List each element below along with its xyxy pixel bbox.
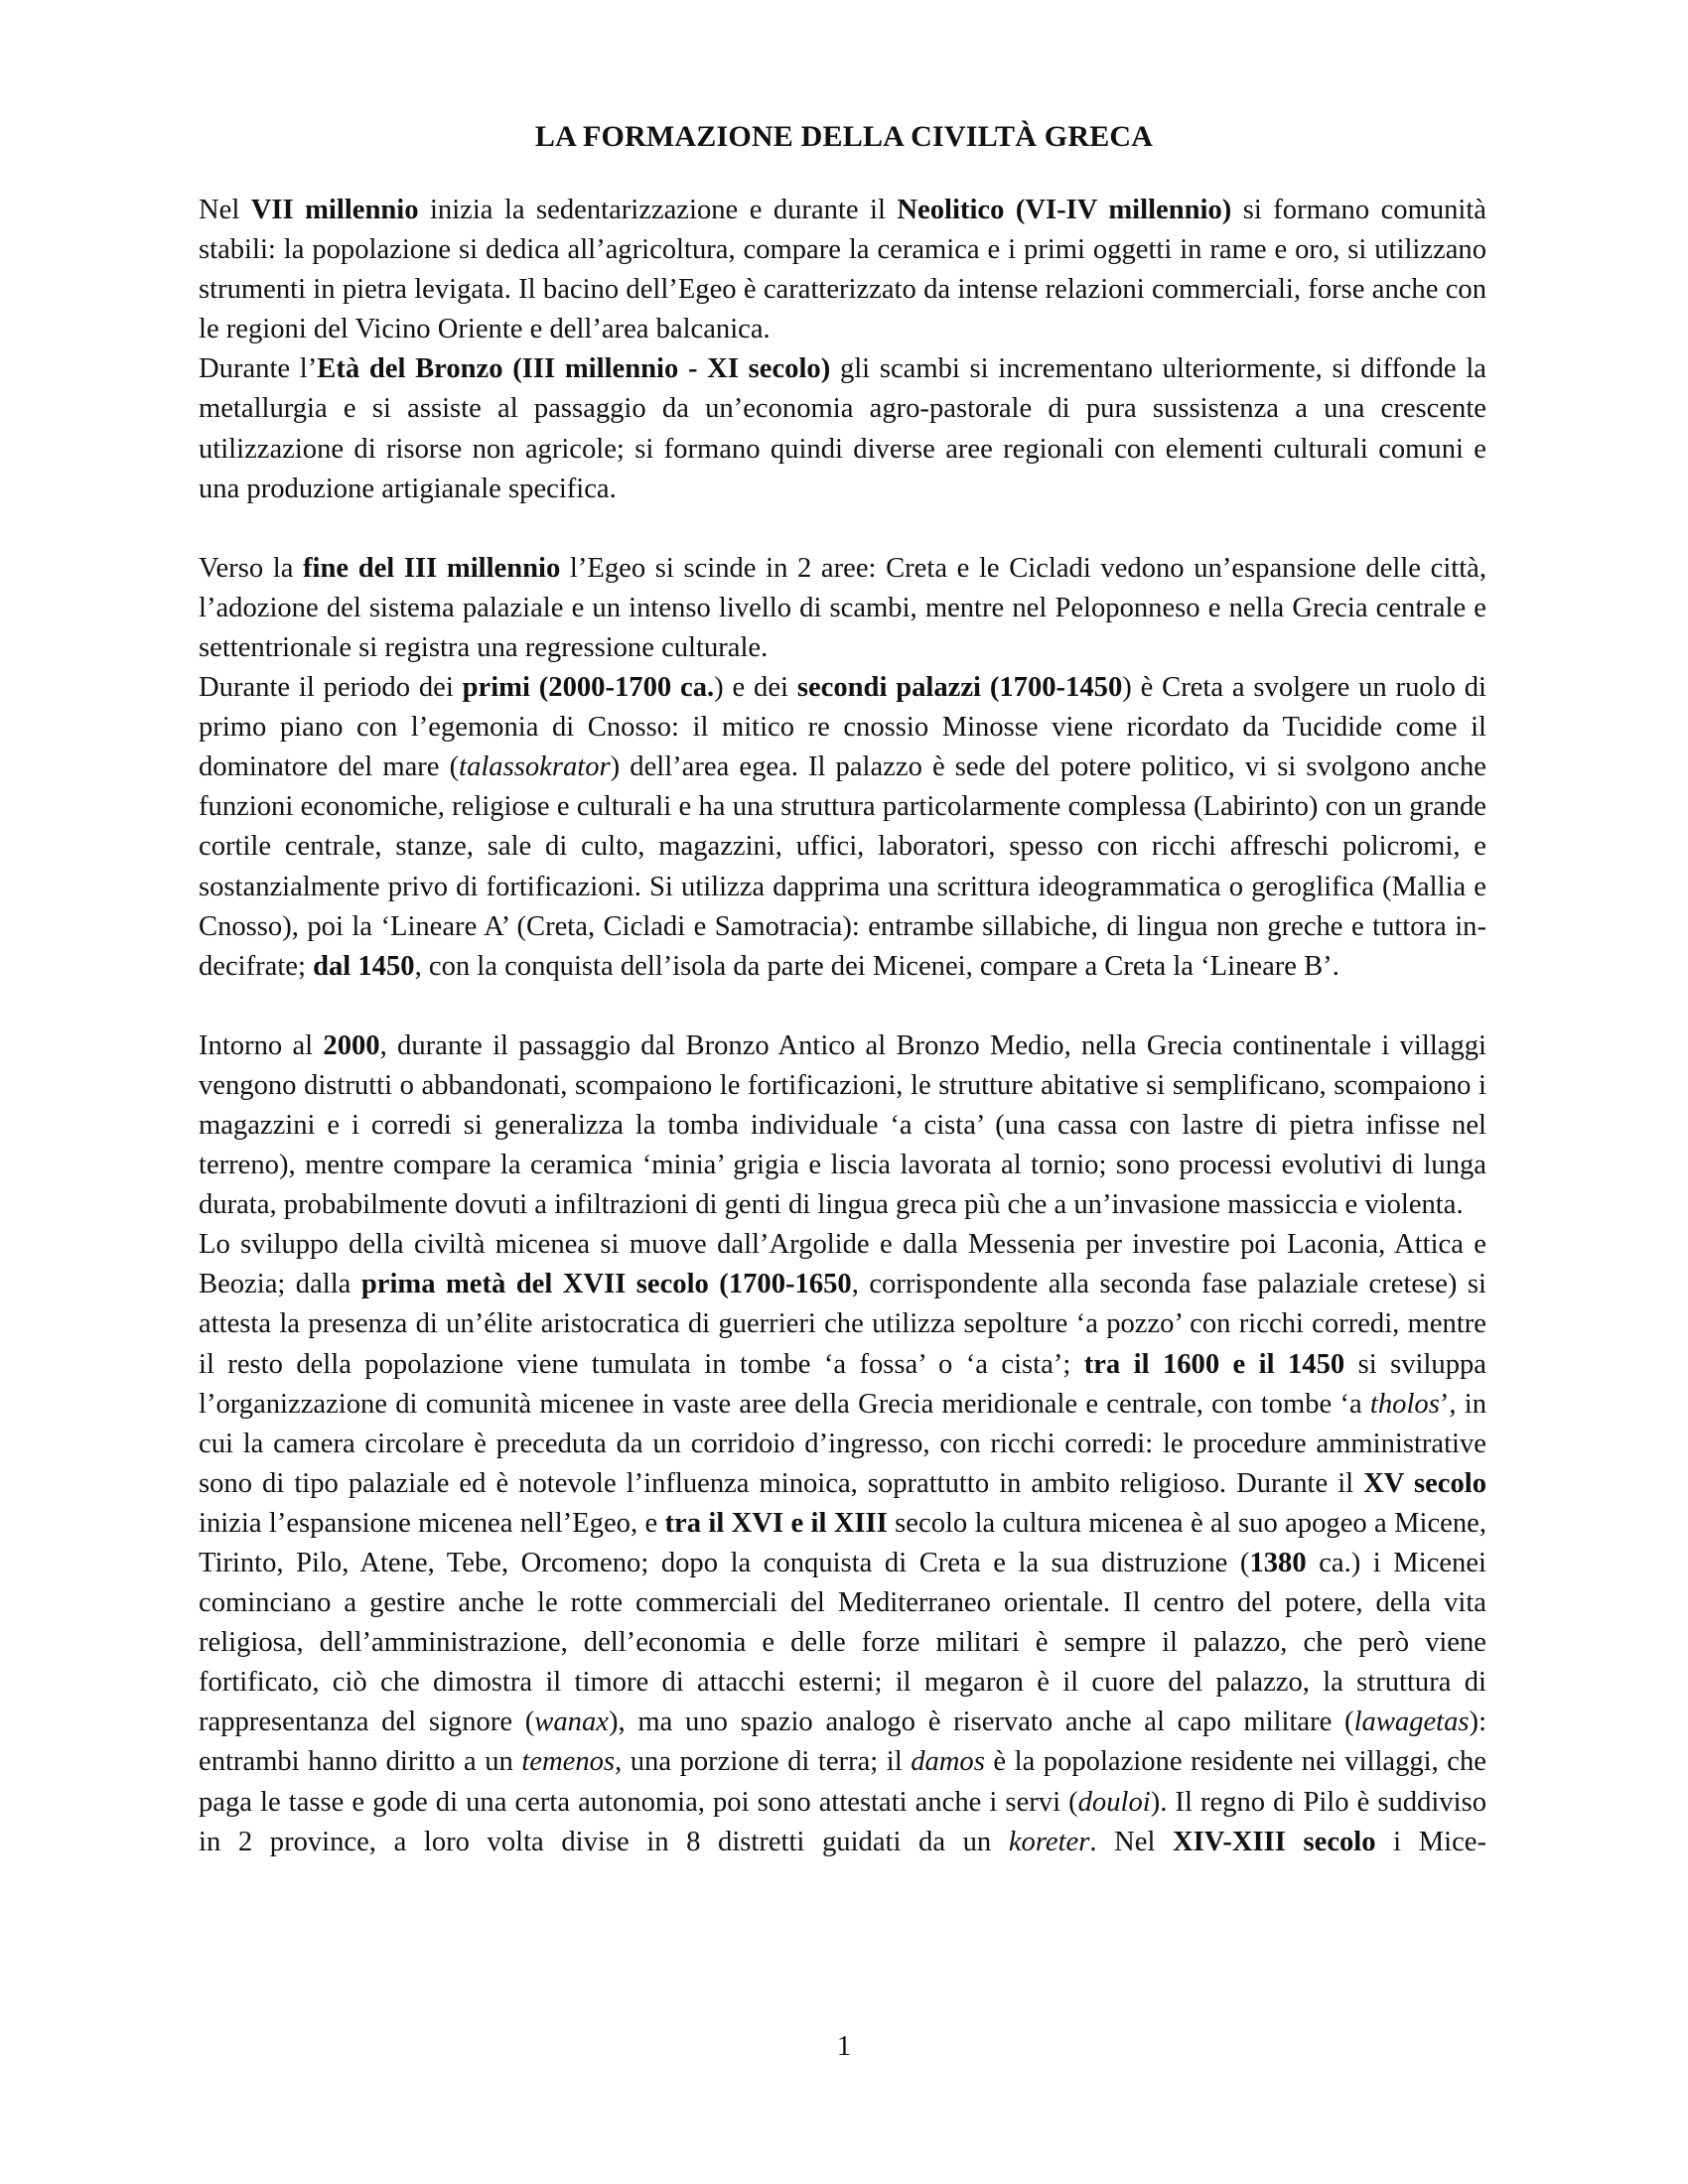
text-run: ). Il regno di Pilo è suddiviso in 2 province, a loro volta divise in 8 distretti guidati da un bbox=[199, 1786, 1486, 1857]
bold-text: Neolitico (VI-IV millennio) bbox=[897, 195, 1232, 225]
text-run: , con la conquista dell’isola da parte dei Micenei, compare a Creta la ‘Lineare B’. bbox=[414, 950, 1339, 982]
bold-text: fine del III millennio bbox=[303, 552, 561, 584]
text-run: Nel bbox=[199, 195, 251, 225]
italic-text: damos bbox=[911, 1746, 985, 1778]
italic-text: douloi bbox=[1077, 1786, 1151, 1818]
text-run: secolo la cultura micenea è al suo apogeo a Micene, Tirinto, Pilo, Atene, Tebe, Orcomeno; dopo la conquista di Creta e la sua distruzione ( bbox=[199, 1507, 1487, 1578]
bold-text: dal 1450 bbox=[313, 950, 415, 982]
bold-text: tra il XVI e il XIII bbox=[664, 1507, 888, 1539]
italic-text: talassokrator bbox=[459, 751, 611, 783]
bold-text: Età del Bronzo (III millennio - XI secolo) bbox=[317, 353, 831, 385]
paragraph bbox=[199, 668, 1486, 987]
bold-text: VII millennio bbox=[250, 195, 419, 225]
text-run: Intorno al bbox=[199, 1029, 324, 1061]
body-text bbox=[199, 191, 1486, 1862]
text-run: i Mice- bbox=[1375, 1826, 1487, 1857]
text-run: inizia l’espansione micenea nell’Egeo, e bbox=[199, 1507, 665, 1539]
bold-text: 2000 bbox=[323, 1029, 380, 1061]
italic-text: koreter bbox=[1008, 1826, 1090, 1857]
paragraph bbox=[199, 1225, 1486, 1862]
paragraph bbox=[199, 191, 1486, 349]
text-run: si sviluppa l’organizzazione di comunità micenee in vaste aree della Grecia meridionale e centrale, con tombe ‘a bbox=[199, 1348, 1486, 1420]
bold-text: (2000-1700 ca. bbox=[538, 672, 715, 704]
paragraph bbox=[199, 1026, 1486, 1225]
text-run: ), ma uno spazio analogo è riservato anche al capo militare ( bbox=[608, 1706, 1354, 1738]
bold-text: prima metà del XVII secolo (1700-1650 bbox=[360, 1269, 852, 1300]
text-run: si formano comunità stabili: la popolazione si dedica all’agricoltura, compare la ceramica e i primi oggetti in rame e oro, si utilizzano strumenti in pietra levigata. Il bacino dell’Egeo è caratterizzato da intense relazioni commerciali, forse anche con le regioni del Vicino Oriente e dell’area balcanica. bbox=[199, 195, 1486, 345]
text-run: ) dell’area egea. Il palazzo è sede del potere politico, vi si svolgono anche funzioni economiche, religiose e culturali e ha una struttura particolarmente complessa (Labirinto) con un grande cortile centrale, stanze, sale di culto, magazzini, uffici, laboratori, spesso con ricchi affreschi policromi, e sostanzialmente privo di fortificazioni. Si utilizza dapprima una scrittura ideogrammatica o geroglifica (Mallia e Cnosso), poi la ‘Lineare A’ (Creta, Cicladi e Samotracia): entrambe sillabiche, di lingua non greche e tuttora indecifrate; bbox=[199, 751, 1486, 982]
italic-text: lawagetas bbox=[1353, 1706, 1470, 1738]
text-run: Lo sviluppo della civiltà micenea si muove dall’Argolide e dalla Messenia per investire poi Laconia, Attica e Beozia; dalla bbox=[199, 1229, 1486, 1300]
page-title: LA FORMAZIONE DELLA CIVILTÀ GRECA bbox=[534, 120, 1154, 153]
italic-text: wanax bbox=[534, 1706, 609, 1738]
bold-text: tra il 1600 e il 1450 bbox=[1083, 1348, 1345, 1380]
paragraph bbox=[199, 549, 1486, 668]
bold-text: XIV-XIII secolo bbox=[1173, 1826, 1376, 1857]
text-run: ca.) i Micenei cominciano a gestire anche le rotte commerciali del Mediterraneo orientale. Il centro del potere, della vita religiosa, dell’amministrazione, dell’economia e delle forze militari è sempre il palazzo, che però viene fortificato, ciò che dimostra il timore di attacchi esterni; il megaron è il cuore del palazzo, la struttura di rappresentanza del signore ( bbox=[199, 1548, 1486, 1738]
text-run: Verso la bbox=[199, 552, 304, 584]
bold-text: XV secolo bbox=[1363, 1467, 1486, 1499]
paragraph bbox=[199, 349, 1486, 508]
bold-text: 1380 bbox=[1249, 1548, 1307, 1578]
text-run: ) è Creta a svolgere un ruolo di primo piano con l’egemonia di Cnosso: il mitico re cnossio Minosse viene ricordato da Tucidide come il dominatore del mare ( bbox=[199, 672, 1486, 783]
text-run bbox=[530, 672, 539, 703]
italic-text: temenos bbox=[521, 1746, 616, 1778]
text-run: . Nel bbox=[1089, 1826, 1174, 1857]
text-run: gli scambi si incrementano ulteriormente, si diffonde la metallurgia e si assiste al passaggio da un’economia agro-pastorale di pura sussistenza a una crescente utilizzazione di risorse non agricole; si formano quindi diverse aree regionali con elementi culturali comuni e una produzione artigianale specifica. bbox=[199, 353, 1486, 504]
italic-text: tholos bbox=[1369, 1388, 1440, 1420]
text-run: ’, in cui la camera circolare è preceduta da un corridoio d’ingresso, con ricchi corredi: le procedure amministrative sono di tipo palaziale ed è notevole l’influenza minoica, soprattutto in ambito religioso. Durante il bbox=[199, 1388, 1487, 1499]
bold-text: primi bbox=[462, 672, 530, 704]
text-run: , durante il passaggio dal Bronzo Antico al Bronzo Medio, nella Grecia continentale i villaggi vengono distrutti o abbandonati, scompaiono le fortificazioni, le strutture abitative si semplificano, scompaiono i magazzini e i corredi si generalizza la tomba individuale ‘a cista’ (una cassa con lastre di pietra infisse nel terreno), mentre compare la ceramica ‘minia’ grigia e liscia lavorata al tornio; sono processi evolutivi di lunga durata, probabilmente dovuti a infiltrazioni di genti di lingua greca più che a un’invasione massiccia e violenta. bbox=[199, 1029, 1486, 1221]
text-run: Durante l’ bbox=[199, 353, 318, 385]
text-run: , corrispondente alla seconda fase palaziale cretese) si attesta la presenza di un’élite aristocratica di guerrieri che utilizza sepolture ‘a pozzo’ con ricchi corredi, mentre il resto della popolazione viene tumulata in tombe ‘a fossa’ o ‘a cista’; bbox=[199, 1269, 1486, 1380]
bold-text: secondi palazzi (1700-1450 bbox=[796, 672, 1123, 704]
page-number: 1 bbox=[836, 2031, 852, 2062]
text-run: , una porzione di terra; il bbox=[615, 1746, 912, 1778]
text-run: è la popolazione residente nei villaggi, che paga le tasse e gode di una certa autonomia, poi sono attestati anche i servi ( bbox=[199, 1746, 1486, 1818]
text-run: ): entrambi hanno diritto a un bbox=[199, 1706, 1487, 1778]
text-run: l’Egeo si scinde in 2 aree: Creta e le Cicladi vedono un’espansione delle città, l’adozione del sistema palaziale e un intenso livello di scambi, mentre nel Peloponneso e nella Grecia centrale e settentrionale si registra una regressione culturale. bbox=[199, 552, 1486, 663]
text-run: Durante il periodo dei bbox=[199, 672, 463, 704]
text-run: inizia la sedentarizzazione e durante il bbox=[418, 195, 898, 225]
text-run: ) e dei bbox=[714, 672, 797, 704]
